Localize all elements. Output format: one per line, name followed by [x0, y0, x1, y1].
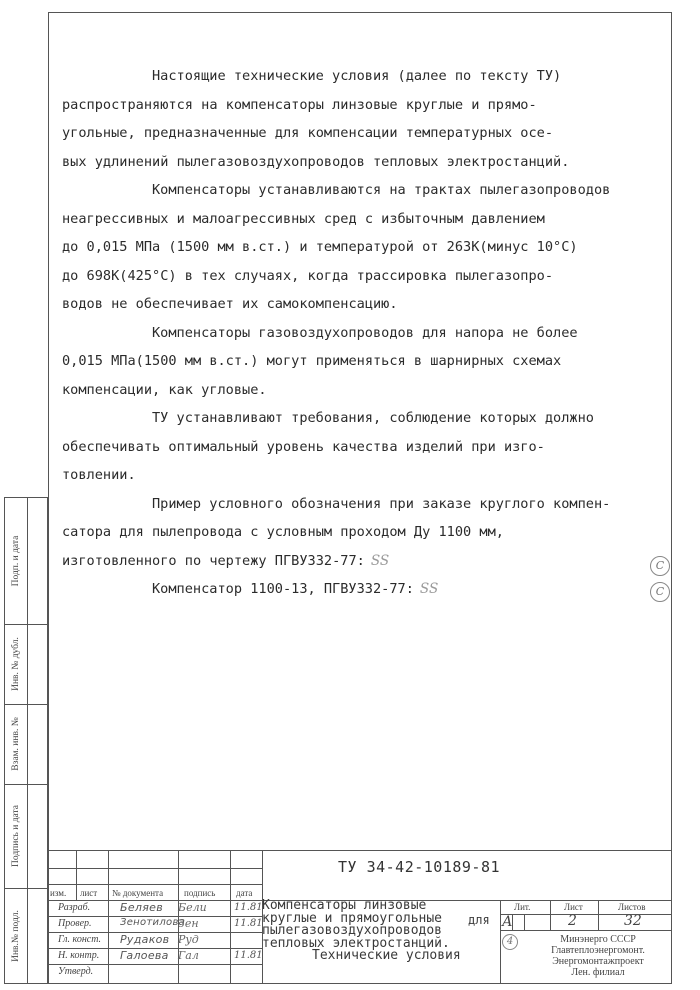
- text-line: 0,015 МПа(1500 мм в.ст.) могут применяться в шарнирных схемах: [62, 353, 562, 369]
- tb-line: [76, 850, 77, 900]
- tb-line: [48, 850, 672, 851]
- text-line: распространяются на компенсаторы линзовые круглые и прямо-: [62, 96, 537, 113]
- paragraph-4: [62, 404, 662, 490]
- side-divider: [5, 784, 49, 785]
- header-list: лист: [80, 888, 98, 898]
- side-label-replace-inv: Взам. инв. №: [11, 717, 21, 771]
- document-body: [62, 62, 662, 604]
- title-extra: для: [468, 913, 490, 927]
- person-name: Зенотилова: [120, 917, 186, 928]
- organization: [528, 934, 668, 978]
- role-label: Провер.: [58, 918, 92, 929]
- signature: Руд: [178, 933, 199, 946]
- person-name: Рудаков: [120, 933, 170, 946]
- header-izm: изм.: [50, 888, 67, 898]
- role-label: Гл. конст.: [58, 934, 102, 945]
- side-divider: [5, 624, 49, 625]
- signature: Бели: [178, 901, 207, 914]
- header-date: дата: [236, 888, 253, 898]
- title-line: тепловых электростанций.: [262, 935, 450, 951]
- tb-line: [230, 850, 231, 984]
- signature: Гал: [178, 949, 199, 962]
- text-line: до 0,015 МПа (1500 мм в.ст.) и температурой от 263К(минус 10°С): [62, 239, 578, 255]
- side-label-orig-inv: Инв.№ подл.: [11, 910, 21, 962]
- title-line: Компенсаторы линзовые: [262, 898, 427, 913]
- person-name: Галоева: [120, 949, 169, 962]
- title-line: пылегазовоздухопроводов: [262, 923, 443, 938]
- header-signature: подпись: [184, 888, 216, 898]
- text-line: до 698К(425°С) в тех случаях, когда трассировка пылегазопро-: [62, 267, 554, 284]
- text-line: Компенсатор 1100-13, ПГВУ332-77:: [152, 581, 414, 597]
- text-line: Компенсаторы газовоздухопроводов для напора не более: [152, 324, 578, 341]
- paragraph-5: [62, 490, 662, 576]
- side-label-sign-date: Подп. и дата: [11, 535, 21, 587]
- text-line: Настоящие технические условия (далее по тексту ТУ): [152, 68, 562, 84]
- role-label: Разраб.: [58, 902, 91, 913]
- org-line: Энергомонтажпроект: [552, 956, 644, 967]
- side-label-dup-inv: Инв. № дубл.: [11, 637, 21, 691]
- tb-line: [500, 914, 672, 915]
- handwritten-initials: SS: [370, 552, 390, 569]
- text-line: Компенсаторы устанавливаются на трактах пылегазопроводов: [152, 182, 611, 198]
- stamp-circle: 4: [502, 934, 518, 950]
- listov-label: Листов: [618, 902, 646, 912]
- lit-value: А: [502, 914, 513, 930]
- role-label: Утверд.: [58, 966, 94, 977]
- header-doc-no: № документа: [112, 888, 164, 898]
- org-line: Минэнерго СССР: [560, 934, 636, 945]
- text-line: Пример условного обозначения при заказе круглого компен-: [152, 495, 611, 512]
- text-line: компенсации, как угловые.: [62, 381, 267, 398]
- list-value: 2: [568, 913, 577, 929]
- side-divider: [5, 704, 49, 705]
- text-line: товлении.: [62, 467, 136, 483]
- sign-date: 11.81: [234, 918, 263, 929]
- text-line: изготовленного по чертежу ПГВУ332-77:: [62, 552, 365, 569]
- text-line: сатора для пылепровода с условным проходом Ду 1100 мм,: [62, 524, 504, 540]
- side-label-sign-date-2: Подпись и дата: [11, 804, 21, 868]
- tb-line: [524, 914, 525, 930]
- org-line: Главтеплоэнергомонт.: [551, 945, 645, 956]
- org-line: Лен. филиал: [571, 967, 625, 978]
- lit-label: Лит.: [514, 902, 531, 912]
- tb-line: [108, 850, 109, 984]
- listov-value: 32: [624, 913, 642, 929]
- document-title: [262, 900, 512, 963]
- text-line: угольные, предназначенные для компенсации температурных осе-: [62, 125, 554, 141]
- list-label: Лист: [564, 902, 583, 912]
- side-strip: [4, 497, 48, 984]
- title-block: [48, 850, 672, 984]
- text-line-with-initials: [62, 547, 662, 576]
- paragraph-2: [62, 176, 662, 319]
- paragraph-1: [62, 62, 662, 176]
- sign-date: 11.81: [234, 902, 263, 913]
- text-line: ТУ устанавливают требования, соблюдение которых должно: [152, 410, 594, 426]
- text-line: обеспечивать оптимальный уровень качества изделий при изго-: [62, 438, 545, 455]
- text-line: водов не обеспечивает их самокомпенсацию.: [62, 296, 398, 312]
- sign-date: 11.81: [234, 950, 263, 961]
- title-line: круглые и прямоугольные: [262, 910, 443, 926]
- text-line: вых удлинений пылегазовоздухопроводов тепловых электростанций.: [62, 153, 570, 170]
- person-name: Беляев: [120, 901, 164, 914]
- paragraph-3: [62, 319, 662, 405]
- side-divider: [27, 498, 28, 983]
- side-divider: [5, 888, 49, 889]
- tb-line: [500, 930, 672, 931]
- margin-stamp-circle: С: [650, 582, 670, 602]
- tb-line: [550, 900, 551, 930]
- title-line: Технические условия: [312, 948, 461, 963]
- margin-stamp-circle: С: [650, 556, 670, 576]
- tb-line: [598, 900, 599, 930]
- text-line: неагрессивных и малоагрессивных сред с избыточным давлением: [62, 210, 545, 227]
- signature: Зен: [178, 917, 199, 930]
- handwritten-initials: SS: [419, 581, 439, 597]
- role-label: Н. контр.: [58, 950, 100, 961]
- document-code: ТУ 34-42-10189-81: [338, 858, 501, 876]
- paragraph-6: [62, 575, 662, 604]
- text-line-with-initials: [62, 575, 662, 604]
